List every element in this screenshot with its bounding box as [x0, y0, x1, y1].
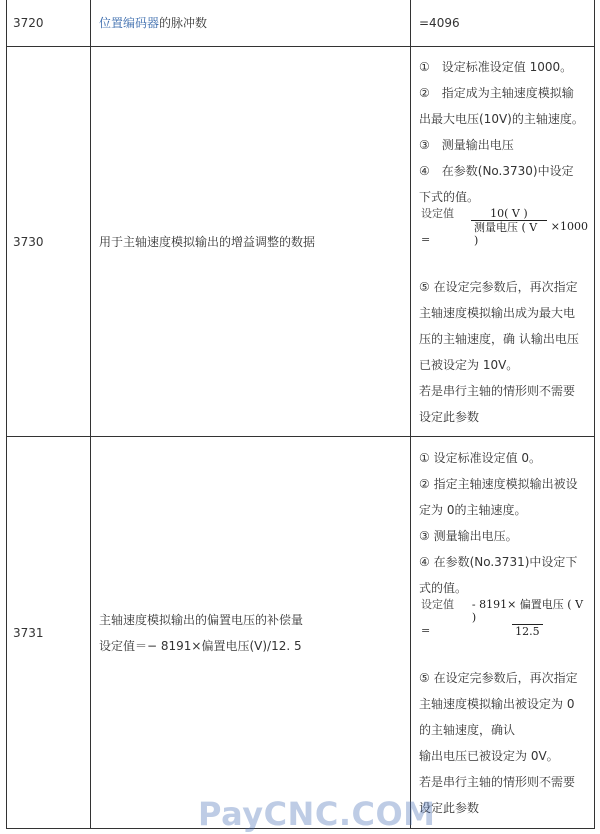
parameter-number: 3731: [7, 437, 91, 829]
position-encoder-link[interactable]: 位置编码器: [99, 16, 160, 30]
description-text: 的脉冲数: [159, 16, 208, 30]
table-row-3731: [7, 437, 595, 829]
formula-fraction: [469, 598, 586, 638]
procedure-line: 设定此参数: [419, 409, 480, 424]
procedure-line: ③ 测量输出电压。: [419, 528, 518, 543]
procedure-line: ④ 在参数(No.3730)中设定: [419, 163, 574, 178]
formula-lhs: 设定值 =: [421, 206, 454, 246]
parameter-table: [6, 0, 595, 829]
parameter-value: =4096: [411, 0, 595, 47]
parameter-number: 3720: [7, 0, 91, 47]
parameter-number: 3730: [7, 47, 91, 437]
table-row-3730: [7, 47, 595, 437]
procedure-line: 主轴速度模拟输出成为最大电: [419, 305, 576, 320]
procedure-line: ⑤ 在设定完参数后，再次指定: [419, 279, 578, 294]
procedure-line: ③ 测量输出电压: [419, 137, 514, 152]
procedure-line: 已被设定为 10V。: [419, 357, 519, 372]
procedure-line: ② 指定成为主轴速度模拟输: [419, 85, 574, 100]
gain-formula: [419, 206, 588, 247]
procedure-line: 的主轴速度，确认: [419, 722, 516, 737]
procedure-line: 下式的值。: [419, 189, 480, 204]
parameter-procedure: [411, 47, 595, 437]
formula-numerator: 10( V ): [490, 206, 528, 220]
procedure-line: 若是串行主轴的情形则不需要: [419, 383, 576, 398]
procedure-line: 输出电压已被设定为 0V。: [419, 748, 559, 763]
parameter-procedure: [411, 437, 595, 829]
formula-fraction: [471, 207, 547, 247]
procedure-line: 定为 0的主轴速度。: [419, 502, 527, 517]
formula-multiplier: ×1000: [550, 219, 588, 233]
parameter-description: [91, 0, 411, 47]
procedure-line: ① 设定标准设定值 1000。: [419, 59, 573, 74]
parameter-description: 用于主轴速度模拟输出的增益调整的数据: [91, 47, 411, 437]
formula-numerator: - 8191× 偏置电压 ( V ): [471, 597, 584, 624]
procedure-line: ④ 在参数(No.3731)中设定下: [419, 554, 578, 569]
procedure-line: 压的主轴速度，确 认输出电压: [419, 331, 579, 346]
procedure-line: ① 设定标准设定值 0。: [419, 450, 542, 465]
procedure-line: ⑤ 在设定完参数后，再次指定: [419, 670, 578, 685]
procedure-line: 若是串行主轴的情形则不需要: [419, 774, 576, 789]
procedure-line: 式的值。: [419, 580, 468, 595]
procedure-line: 设定此参数: [419, 800, 480, 815]
description-line: 主轴速度模拟输出的偏置电压的补偿量: [99, 612, 304, 627]
formula-denominator: 测量电压 ( V ): [471, 220, 547, 247]
table-row-3720: [7, 0, 595, 47]
procedure-line: 出最大电压(10V)的主轴速度。: [419, 111, 584, 126]
procedure-line: 主轴速度模拟输出被设定为 0: [419, 696, 575, 711]
site-watermark: PayCNC.COM: [198, 795, 436, 833]
procedure-line: ② 指定主轴速度模拟输出被设: [419, 476, 578, 491]
parameter-description: [91, 437, 411, 829]
offset-formula: [419, 597, 588, 638]
formula-lhs: 设定值 =: [421, 597, 454, 637]
description-line: 设定值＝− 8191×偏置电压(V)/12. 5: [99, 638, 302, 653]
formula-denominator: 12.5: [512, 624, 543, 638]
